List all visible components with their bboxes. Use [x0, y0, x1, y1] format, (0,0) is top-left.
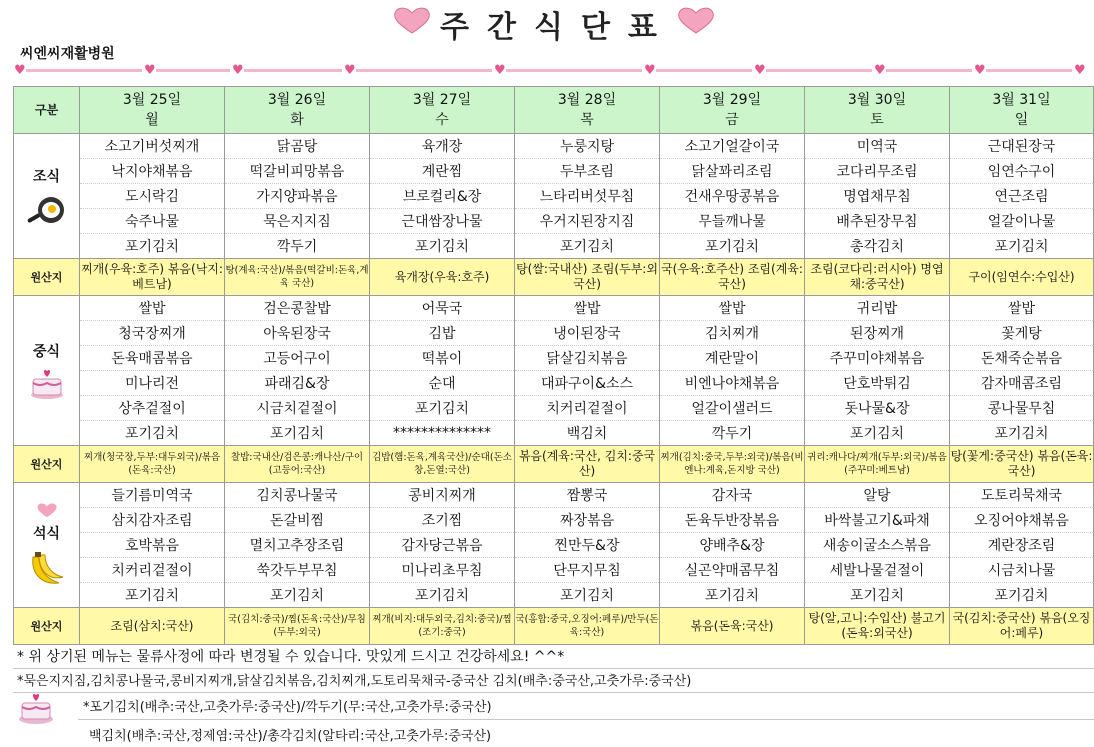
- dish-cell: 바싹불고기&파채: [805, 508, 950, 533]
- divider-bar: [356, 69, 492, 72]
- dish-cell: 시금치나물: [950, 558, 1094, 583]
- meal-label-cell: [14, 483, 80, 608]
- origin-cell: 탕(알,고니:수입산) 불고기(돈육:외국산): [805, 608, 950, 645]
- dish-cell: 얼갈이나물: [950, 209, 1094, 234]
- dish-cell: 된장찌개: [805, 321, 950, 346]
- dish-cell: 포기김치: [80, 583, 225, 608]
- notice-text: * 위 상기된 메뉴는 물류사정에 따라 변경될 수 있습니다. 맛있게 드시고 건강하세요! ^^*: [17, 649, 565, 665]
- dish-cell: 도시락김: [80, 184, 225, 209]
- dish-cell: 닭살김치볶음: [515, 346, 660, 371]
- heart-icon: ♥: [232, 63, 244, 78]
- dish-cell: 돈채죽순볶음: [950, 346, 1094, 371]
- dish-cell: **************: [370, 421, 515, 446]
- divider-bar: [156, 69, 230, 72]
- origin-row: [14, 608, 1094, 645]
- dish-cell: 콩나물무침: [950, 396, 1094, 421]
- day-header: [515, 87, 660, 134]
- divider-bar: [244, 69, 342, 72]
- dish-cell: 짬뽕국: [515, 483, 660, 508]
- dish-cell: 포기김치: [225, 421, 370, 446]
- dish-cell: 쌀밥: [80, 296, 225, 321]
- origin-cell: 귀리:캐나다/찌개(두부:외국)/볶음(주꾸미:베트남): [805, 446, 950, 483]
- origin-cell: 탕(쌀:국내산) 조림(두부:외국산): [515, 259, 660, 296]
- dish-cell: 멸치고추장조림: [225, 533, 370, 558]
- dish-cell: 짜장볶음: [515, 508, 660, 533]
- meal-label-cell: [14, 134, 80, 259]
- dish-cell: 돗나물&장: [805, 396, 950, 421]
- day-header: [370, 87, 515, 134]
- divider-bar: [986, 69, 1072, 72]
- dish-cell: 세발나물겉절이: [805, 558, 950, 583]
- dish-cell: 포기김치: [805, 583, 950, 608]
- dish-cell: 포기김치: [370, 234, 515, 259]
- origin-cell: 찰밥:국내산/검은콩:캐나산/구이(고등어:국산): [225, 446, 370, 483]
- divider: [13, 668, 1094, 669]
- menu-row: [14, 346, 1094, 371]
- origin-cell: 탕(계육:국산)/볶음(떡갈비:돈육,계육 국산): [225, 259, 370, 296]
- divider-bar: [506, 69, 642, 72]
- divider-bar: [26, 69, 142, 72]
- weekly-menu-table: [13, 86, 1094, 645]
- origin-row: [14, 259, 1094, 296]
- dish-cell: 새송이굴소스볶음: [805, 533, 950, 558]
- heart-icon: [676, 6, 716, 34]
- divider-bar: [886, 69, 972, 72]
- menu-row: [14, 558, 1094, 583]
- divider: [78, 719, 1094, 720]
- kimchi-origin-note: *묵은지지짐,김치콩나물국,콩비지찌개,닭살김치볶음,김치찌개,도토리묵채국-중국산 김치(배추:중국산,고춧가루:중국산): [17, 674, 692, 689]
- dish-cell: 임연수구이: [950, 159, 1094, 184]
- heart-icon: ♥: [494, 63, 506, 78]
- dish-cell: 들기름미역국: [80, 483, 225, 508]
- corner-label: 구분: [14, 87, 80, 134]
- day-name: 토: [870, 112, 884, 128]
- dish-cell: 실곤약매콤무침: [660, 558, 805, 583]
- heart-icon: [392, 6, 432, 34]
- dish-cell: 깍두기: [660, 421, 805, 446]
- dish-cell: 미역국: [805, 134, 950, 159]
- dish-cell: 건새우땅콩볶음: [660, 184, 805, 209]
- dish-cell: 어묵국: [370, 296, 515, 321]
- origin-cell: 탕(꽃게:중국산) 볶음(돈육:국산): [950, 446, 1094, 483]
- dish-cell: 콩비지찌개: [370, 483, 515, 508]
- dish-cell: 소고기버섯찌개: [80, 134, 225, 159]
- dish-cell: 포기김치: [660, 583, 805, 608]
- dish-cell: 냉이된장국: [515, 321, 660, 346]
- dish-cell: 꽃게탕: [950, 321, 1094, 346]
- dish-cell: 김밥: [370, 321, 515, 346]
- heart-divider: [14, 63, 1094, 77]
- dish-cell: 묵은지지짐: [225, 209, 370, 234]
- dish-cell: 순대: [370, 371, 515, 396]
- heart-icon: ♥: [644, 63, 656, 78]
- dish-cell: 알탕: [805, 483, 950, 508]
- day-name: 금: [725, 112, 739, 128]
- dish-cell: 삼치감자조림: [80, 508, 225, 533]
- origin-cell: 찌개(김치:중국,두부:외국)/볶음(비엔나:계육,돈지방 국산): [660, 446, 805, 483]
- menu-row: [14, 134, 1094, 159]
- dish-cell: 브로컬리&장: [370, 184, 515, 209]
- origin-label: 원산지: [14, 608, 80, 645]
- dish-cell: 오징어야채볶음: [950, 508, 1094, 533]
- dish-cell: 포기김치: [370, 583, 515, 608]
- origin-cell: 국(우육:호주산) 조림(계육:국산): [660, 259, 805, 296]
- menu-row: [14, 533, 1094, 558]
- dish-cell: 낙지야채볶음: [80, 159, 225, 184]
- dish-cell: 김치콩나물국: [225, 483, 370, 508]
- dish-cell: 소고기얼갈이국: [660, 134, 805, 159]
- menu-row: [14, 483, 1094, 508]
- page-title: 주간식단표: [440, 10, 675, 45]
- menu-row: [14, 209, 1094, 234]
- dish-cell: 양배추&장: [660, 533, 805, 558]
- origin-row: [14, 446, 1094, 483]
- dish-cell: 치커리겉절이: [515, 396, 660, 421]
- menu-row: [14, 508, 1094, 533]
- origin-label: 원산지: [14, 446, 80, 483]
- dish-cell: 포기김치: [805, 421, 950, 446]
- cake-icon: [15, 689, 57, 727]
- day-date: 3월 30일: [847, 92, 907, 108]
- origin-cell: 볶음(계육:국산, 김치:중국산): [515, 446, 660, 483]
- day-date: 3월 31일: [992, 92, 1051, 108]
- dish-cell: 포기김치: [515, 234, 660, 259]
- header-row: [14, 87, 1094, 134]
- dish-cell: 청국장찌개: [80, 321, 225, 346]
- frying-pan-icon: [27, 192, 67, 226]
- meal-label-cell: [14, 296, 80, 446]
- menu-row: [14, 184, 1094, 209]
- dish-cell: 계란말이: [660, 346, 805, 371]
- origin-label: 원산지: [14, 259, 80, 296]
- dish-cell: 계란찜: [370, 159, 515, 184]
- banana-icon: [27, 549, 67, 589]
- day-name: 수: [435, 112, 449, 128]
- dish-cell: 포기김치: [950, 583, 1094, 608]
- dish-cell: 감자당근볶음: [370, 533, 515, 558]
- dish-cell: 누룽지탕: [515, 134, 660, 159]
- dish-cell: 단무지무침: [515, 558, 660, 583]
- dish-cell: 총각김치: [805, 234, 950, 259]
- dish-cell: 느타리버섯무침: [515, 184, 660, 209]
- divider: [13, 692, 1094, 693]
- dish-cell: 포기김치: [950, 421, 1094, 446]
- title-bar: [0, 0, 1094, 45]
- menu-row: [14, 159, 1094, 184]
- dish-cell: 무들깨나물: [660, 209, 805, 234]
- dish-cell: 감자국: [660, 483, 805, 508]
- baek-kimchi-note: 백김치(배추:국산,정제염:국산)/총각김치(알타리:국산,고춧가루:중국산): [89, 729, 492, 744]
- dish-cell: 근대된장국: [950, 134, 1094, 159]
- dish-cell: 감자매콤조림: [950, 371, 1094, 396]
- dish-cell: 조기찜: [370, 508, 515, 533]
- origin-cell: 육개장(우육:호주): [370, 259, 515, 296]
- dish-cell: 배추된장무침: [805, 209, 950, 234]
- day-date: 3월 28일: [557, 92, 617, 108]
- menu-row: [14, 371, 1094, 396]
- origin-cell: 찌개(우육:호주) 볶음(낙지:베트남): [80, 259, 225, 296]
- dish-cell: 고등어구이: [225, 346, 370, 371]
- dish-cell: 포기김치: [80, 421, 225, 446]
- dish-cell: 육개장: [370, 134, 515, 159]
- dish-cell: 단호박튀김: [805, 371, 950, 396]
- heart-icon: ♥: [974, 63, 986, 78]
- origin-cell: 찌개(청국장,두부:대두외국)/볶음(돈육:국산): [80, 446, 225, 483]
- dish-cell: 미나리초무침: [370, 558, 515, 583]
- dish-cell: 명엽채무침: [805, 184, 950, 209]
- dish-cell: 두부조림: [515, 159, 660, 184]
- cake-icon: [27, 367, 67, 401]
- day-name: 월: [145, 112, 159, 128]
- origin-cell: 국(홍합:중국,오징어:페루)/만두(돈육:국산): [515, 608, 660, 645]
- dish-cell: 치커리겉절이: [80, 558, 225, 583]
- dish-cell: 닭곰탕: [225, 134, 370, 159]
- dish-cell: 백김치: [515, 421, 660, 446]
- dish-cell: 연근조림: [950, 184, 1094, 209]
- dish-cell: 파래김&장: [225, 371, 370, 396]
- divider-bar: [766, 69, 872, 72]
- dish-cell: 호박볶음: [80, 533, 225, 558]
- meal-label: 석식: [32, 526, 61, 542]
- dish-cell: 비엔나야채볶음: [660, 371, 805, 396]
- origin-cell: 김밥(햄:돈육,계육국산)/순대(돈소창,돈열:국산): [370, 446, 515, 483]
- heart-icon: ♥: [14, 63, 26, 78]
- menu-row: [14, 396, 1094, 421]
- day-name: 목: [580, 112, 594, 128]
- origin-cell: 국(김치:중국)/찜(돈육:국산)/무침(두부:외국): [225, 608, 370, 645]
- dish-cell: 시금치겉절이: [225, 396, 370, 421]
- pogi-kimchi-note: *포기김치(배추:국산,고춧가루:중국산)/깍두기(무:국산,고춧가루:중국산): [83, 700, 492, 715]
- day-header: [80, 87, 225, 134]
- dish-cell: 포기김치: [80, 234, 225, 259]
- origin-cell: 찌개(비지:대두외국,김치:중국)/찜(조기:중국): [370, 608, 515, 645]
- dish-cell: 쌀밥: [950, 296, 1094, 321]
- dish-cell: 포기김치: [515, 583, 660, 608]
- day-date: 3월 26일: [267, 92, 327, 108]
- day-date: 3월 29일: [702, 92, 762, 108]
- dish-cell: 포기김치: [950, 234, 1094, 259]
- menu-row: [14, 234, 1094, 259]
- meal-label: 중식: [32, 343, 61, 360]
- dish-cell: 닭살꽈리조림: [660, 159, 805, 184]
- heart-icon: ♥: [344, 63, 356, 78]
- dish-cell: 코다리무조림: [805, 159, 950, 184]
- dish-cell: 계란장조림: [950, 533, 1094, 558]
- day-name: 화: [290, 112, 304, 128]
- divider-bar: [656, 69, 752, 72]
- dish-cell: 쌀밥: [660, 296, 805, 321]
- origin-cell: 조림(코다리:러시아) 명엽채:중국산): [805, 259, 950, 296]
- dish-cell: 가지양파볶음: [225, 184, 370, 209]
- heart-icon: ♥: [874, 63, 886, 78]
- day-header: [225, 87, 370, 134]
- dish-cell: 깍두기: [225, 234, 370, 259]
- dish-cell: 돈육두반장볶음: [660, 508, 805, 533]
- dish-cell: 상추겉절이: [80, 396, 225, 421]
- dish-cell: 떡갈비피망볶음: [225, 159, 370, 184]
- day-header: [950, 87, 1094, 134]
- day-name: 일: [1014, 112, 1029, 128]
- dish-cell: 검은콩찰밥: [225, 296, 370, 321]
- dish-cell: 우거지된장지짐: [515, 209, 660, 234]
- hospital-name: 씨엔씨재활병원: [20, 46, 115, 62]
- dish-cell: 귀리밥: [805, 296, 950, 321]
- dish-cell: 근대쌈장나물: [370, 209, 515, 234]
- dish-cell: 아욱된장국: [225, 321, 370, 346]
- dish-cell: 떡볶이: [370, 346, 515, 371]
- day-date: 3월 25일: [122, 92, 182, 108]
- day-date: 3월 27일: [412, 92, 472, 108]
- dish-cell: 김치찌개: [660, 321, 805, 346]
- dish-cell: 미나리전: [80, 371, 225, 396]
- dish-cell: 숙주나물: [80, 209, 225, 234]
- dish-cell: 돈육매콤볶음: [80, 346, 225, 371]
- dish-cell: 포기김치: [370, 396, 515, 421]
- heart-icon: [36, 501, 58, 519]
- dish-cell: 대파구이&소스: [515, 371, 660, 396]
- day-header: [660, 87, 805, 134]
- menu-row: [14, 583, 1094, 608]
- meal-label: 조식: [32, 169, 61, 185]
- heart-icon: ♥: [144, 63, 156, 78]
- dish-cell: 도토리묵채국: [950, 483, 1094, 508]
- dish-cell: 포기김치: [225, 583, 370, 608]
- menu-row: [14, 321, 1094, 346]
- origin-cell: 조림(삼치:국산): [80, 608, 225, 645]
- day-header: [805, 87, 950, 134]
- heart-icon: ♥: [1074, 63, 1086, 78]
- dish-cell: 돈갈비찜: [225, 508, 370, 533]
- origin-cell: 구이(임연수:수입산): [950, 259, 1094, 296]
- dish-cell: 주꾸미야채볶음: [805, 346, 950, 371]
- menu-row: [14, 421, 1094, 446]
- origin-cell: 볶음(돈육:국산): [660, 608, 805, 645]
- origin-cell: 국(김치:중국산) 볶음(오징어:페루): [950, 608, 1094, 645]
- dish-cell: 쑥갓두부무침: [225, 558, 370, 583]
- dish-cell: 얼갈이샐러드: [660, 396, 805, 421]
- dish-cell: 쌀밥: [515, 296, 660, 321]
- dish-cell: 찐만두&장: [515, 533, 660, 558]
- dish-cell: 포기김치: [660, 234, 805, 259]
- heart-icon: ♥: [754, 63, 766, 78]
- menu-row: [14, 296, 1094, 321]
